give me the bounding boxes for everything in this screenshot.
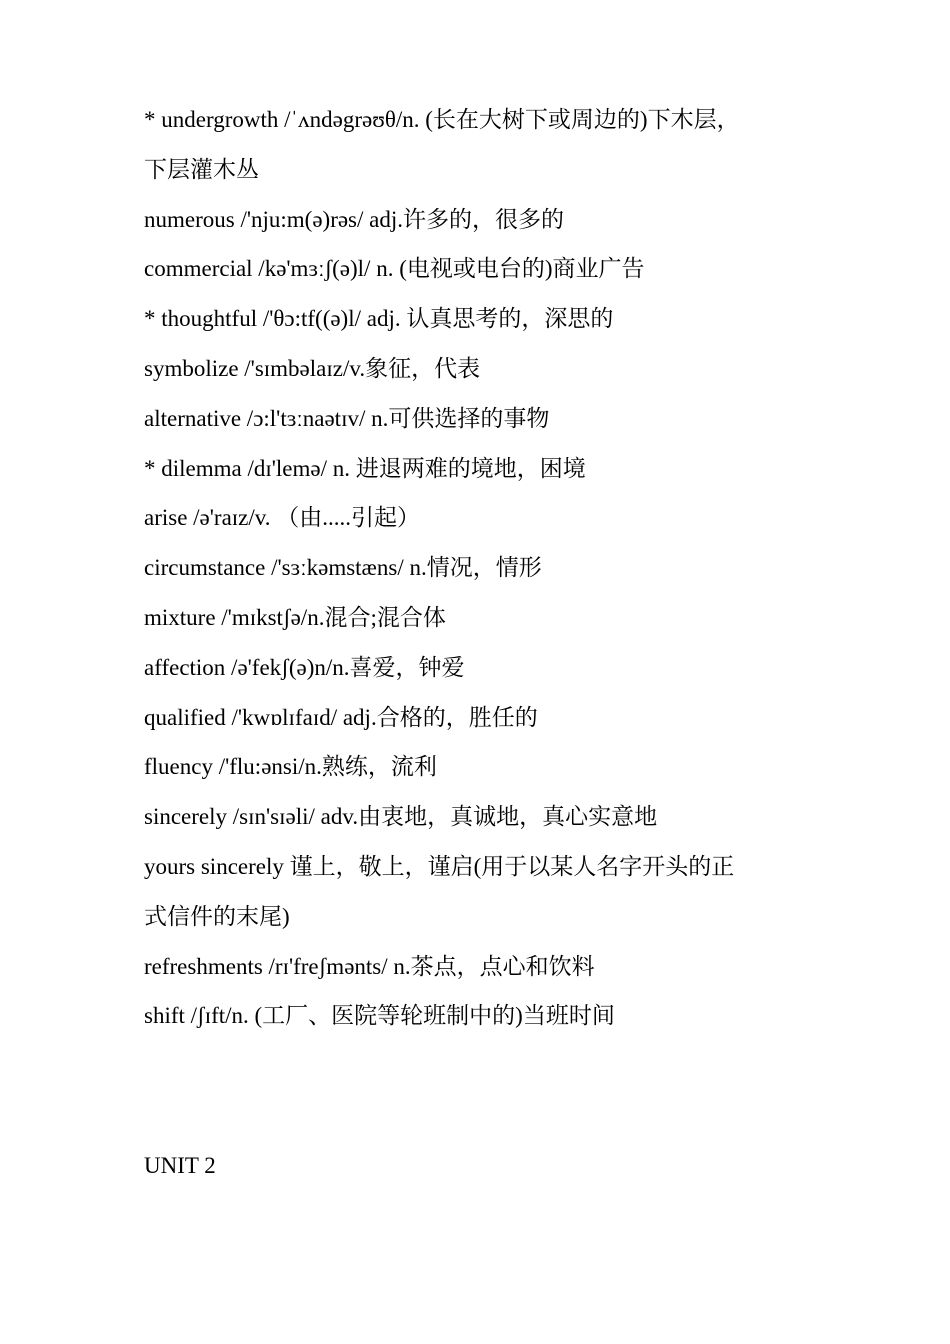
vocab-line-dilemma: * dilemma /dɪ'lemə/ n. 进退两难的境地，困境 [144,455,586,481]
section-spacer [144,1041,814,1141]
vocab-line-sincerely: sincerely /sɪn'sɪəli/ adv.由衷地，真诚地，真心实意地 [144,804,658,830]
vocab-line-numerous: numerous /'nju:m(ə)rəs/ adj.许多的，很多的 [144,206,564,232]
vocab-line-undergrowth-cont: 下层灌木丛 [144,156,259,182]
vocab-line-affection: affection /ə'fekʃ(ə)n/n.喜爱，钟爱 [144,654,465,680]
vocabulary-list [144,95,814,1191]
vocab-line-refreshments: refreshments /rɪ'freʃmənts/ n.茶点，点心和饮料 [144,953,595,979]
vocab-line-circumstance: circumstance /'sɜːkəmstæns/ n.情况，情形 [144,555,542,581]
unit-heading: UNIT 2 [144,1152,216,1178]
vocab-line-thoughtful: * thoughtful /'θɔ:tf((ə)l/ adj. 认真思考的，深思的 [144,306,614,332]
vocab-line-fluency: fluency /'flu:ənsi/n.熟练，流利 [144,754,437,780]
vocab-line-symbolize: symbolize /'sɪmbəlaɪz/v.象征，代表 [144,355,481,381]
vocab-line-qualified: qualified /'kwɒlɪfaɪd/ adj.合格的，胜任的 [144,704,538,730]
vocab-line-mixture: mixture /'mɪkstʃə/n.混合;混合体 [144,604,446,630]
vocab-line-shift: shift /ʃɪft/n. (工厂、医院等轮班制中的)当班时间 [144,1003,615,1029]
vocab-line-alternative: alternative /ɔ:l'tɜːnaətɪv/ n.可供选择的事物 [144,405,550,431]
vocab-line-undergrowth: * undergrowth /ˈʌndəgrəʊθ/n. (长在大树下或周边的)下木层， [144,107,740,132]
vocab-line-arise: arise /ə'raɪz/v. （由.....引起） [144,505,421,531]
vocab-line-yours-sincerely: yours sincerely 谨上，敬上，谨启(用于以某人名字开头的正 [144,853,735,879]
vocab-line-commercial: commercial /kə'mɜːʃ(ə)l/ n. (电视或电台的)商业广告 [144,256,645,282]
vocab-line-yours-sincerely-cont: 式信件的末尾) [144,903,290,929]
